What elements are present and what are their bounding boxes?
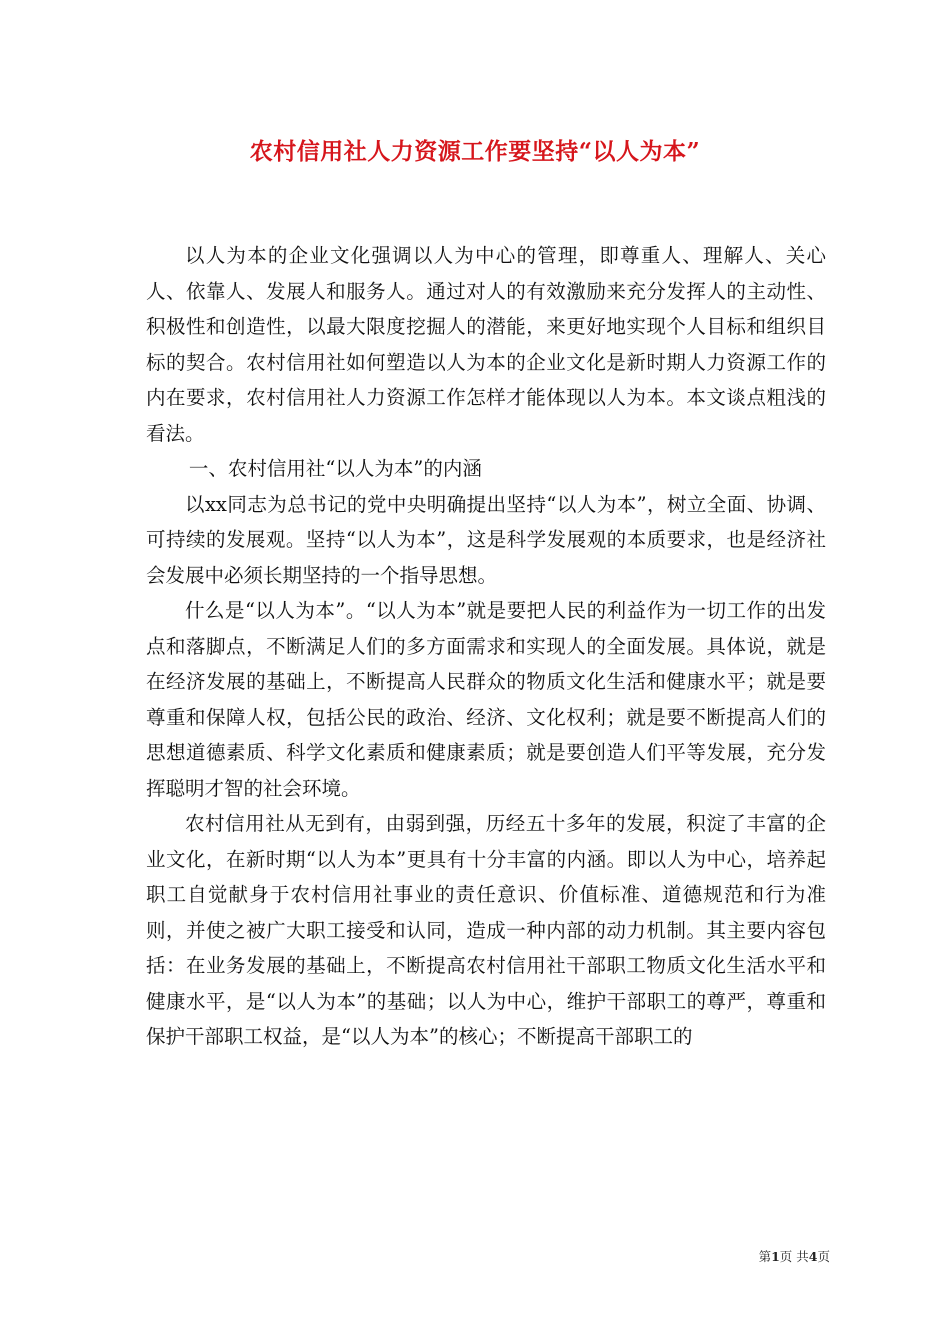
paragraph-policy: 以xx同志为总书记的党中央明确提出坚持“以人为本”，树立全面、协调、可持续的发展观。坚持“以人为本”，这是科学发展观的本质要求，也是经济社会发展中必须长期坚持的一个指导思想。 bbox=[146, 492, 826, 587]
document-title: 农村信用社人力资源工作要坚持“以人为本” bbox=[249, 138, 701, 165]
current-page-number: 1 bbox=[771, 1249, 780, 1264]
paragraph-definition: 什么是“以人为本”。“以人为本”就是要把人民的利益作为一切工作的出发点和落脚点，不断满足人们的多方面需求和实现人的全面发展。具体说，就是在经济发展的基础上，不断提高人民群众的物质文化生活和健康水平；就是要尊重和保障人权，包括公民的政治、经济、文化权利；就是要不断提高人们的思想道德素质、科学文化素质和健康素质；就是要创造人们平等发展，充分发挥聪明才智的社会环境。 bbox=[146, 599, 826, 800]
paragraph-connotation: 农村信用社从无到有，由弱到强，历经五十多年的发展，积淀了丰富的企业文化，在新时期“以人为本”更具有十分丰富的内涵。即以人为中心，培养起职工自觉献身于农村信用社事业的责任意识、价值标准、道德规范和行为准则，并使之被广大职工接受和认同，造成一种内部的动力机制。其主要内容包括：在业务发展的基础上，不断提高农村信用社干部职工物质文化生活水平和健康水平，是“以人为本”的基础；以人为中心，维护干部职工的尊严，尊重和保护干部职工权益，是“以人为本”的核心；不断提高干部职工的 bbox=[146, 812, 826, 1048]
page-number-suffix: 页 bbox=[817, 1249, 830, 1264]
total-page-count: 4 bbox=[808, 1249, 818, 1264]
document-body bbox=[146, 238, 826, 1055]
page-number bbox=[700, 1247, 830, 1265]
paragraph-intro: 以人为本的企业文化强调以人为中心的管理，即尊重人、理解人、关心人、依靠人、发展人和服务人。通过对人的有效激励来充分发挥人的主动性、积极性和创造性，以最大限度挖掘人的潜能，来更好地实现个人目标和组织目标的契合。农村信用社如何塑造以人为本的企业文化是新时期人力资源工作的内在要求，农村信用社人力资源工作怎样才能体现以人为本。本文谈点粗浅的看法。 bbox=[146, 244, 826, 445]
page-number-middle: 页 共 bbox=[779, 1249, 809, 1264]
section-heading-1: 一、农村信用社“以人为本”的内涵 bbox=[188, 457, 482, 480]
page-number-prefix: 第 bbox=[758, 1249, 772, 1264]
